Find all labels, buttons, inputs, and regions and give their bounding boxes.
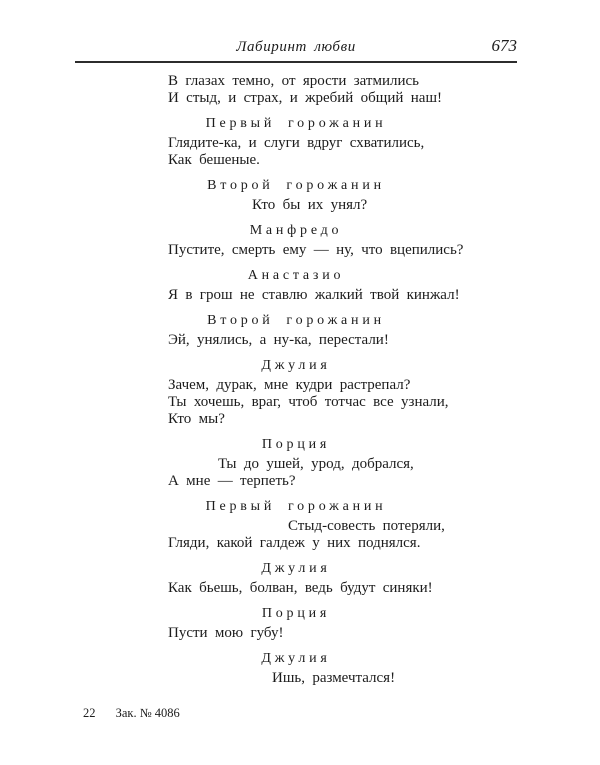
verse-line: Эй, унялись, а ну-ка, перестали! — [168, 332, 389, 348]
speaker-name: Первый горожанин — [205, 499, 387, 514]
verse-line: Кто бы их унял? — [252, 197, 368, 213]
play-text — [75, 73, 535, 687]
speaker-name: Анастазио — [247, 268, 345, 283]
verse-line: Глядите-ка, и слуги вдруг схватились, — [168, 135, 425, 151]
verse-line: Зачем, дурак, мне кудри растрепал? — [168, 377, 411, 393]
stanza — [75, 670, 535, 687]
stanza — [75, 518, 535, 552]
header-rule — [75, 61, 517, 63]
speaker-name: Джулия — [261, 358, 331, 373]
printer-imprint — [83, 706, 180, 721]
verse-line: А мне — терпеть? — [168, 473, 296, 489]
stanza — [75, 197, 535, 214]
speaker-name: Второй горожанин — [207, 313, 385, 328]
verse-line: В глазах темно, от ярости затмились — [168, 73, 420, 89]
verse-line: Ты до ушей, урод, добрался, — [218, 456, 414, 472]
page-number: 673 — [491, 36, 517, 55]
stanza — [75, 377, 535, 428]
speaker-name: Манфредо — [249, 223, 343, 238]
imprint-label: Зак. № 4086 — [115, 706, 180, 720]
stanza — [75, 73, 535, 107]
speaker-name: Порция — [261, 606, 331, 621]
verse-line: Ты хочешь, враг, чтоб тотчас все узнали, — [168, 394, 449, 410]
verse-line: Стыд-совесть потеряли, — [288, 518, 445, 534]
stanza — [75, 332, 535, 349]
speaker-name: Второй горожанин — [207, 178, 385, 193]
running-title: Лабиринт любви — [236, 39, 356, 55]
verse-line: Я в грош не ставлю жалкий твой кинжал! — [168, 287, 460, 303]
stanza — [75, 580, 535, 597]
verse-line: Кто мы? — [168, 411, 225, 427]
sheet-number: 22 — [83, 706, 96, 720]
speaker-name: Порция — [261, 437, 331, 452]
verse-line: Пусти мою губу! — [168, 625, 284, 641]
verse-line: Гляди, какой галдеж у них поднялся. — [168, 535, 421, 551]
running-head — [75, 36, 517, 57]
speaker-name: Джулия — [261, 561, 331, 576]
verse-line: Как бешеные. — [168, 152, 260, 168]
speaker-name: Первый горожанин — [205, 116, 387, 131]
verse-line: Пустите, смерть ему — ну, что вцепились? — [168, 242, 464, 258]
stanza — [75, 287, 535, 304]
stanza — [75, 242, 535, 259]
stanza — [75, 135, 535, 169]
stanza — [75, 625, 535, 642]
verse-line: Ишь, размечтался! — [272, 670, 396, 686]
verse-line: Как бьешь, болван, ведь будут синяки! — [168, 580, 433, 596]
stanza — [75, 456, 535, 490]
speaker-name: Джулия — [261, 651, 331, 666]
verse-line: И стыд, и страх, и жребий общий наш! — [168, 90, 442, 106]
